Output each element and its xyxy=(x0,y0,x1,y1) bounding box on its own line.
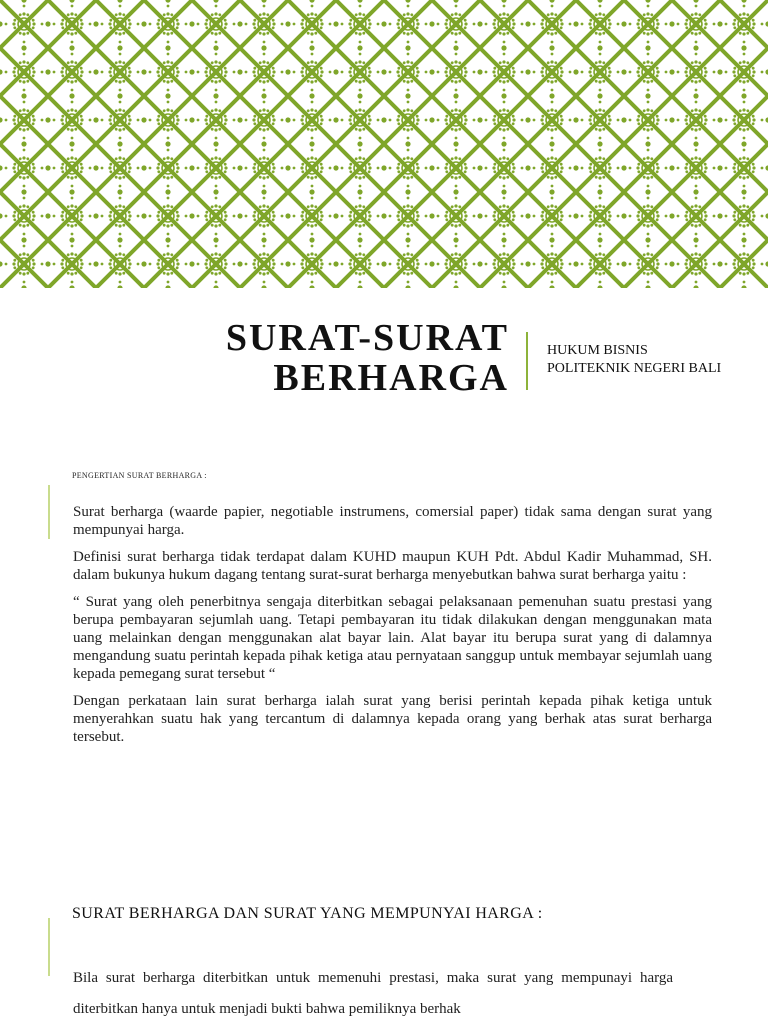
presentation-title xyxy=(226,318,509,398)
paragraph: Dengan perkataan lain surat berharga ialah surat yang berisi perintah kepada pihak ketiga untuk menyerahkan suatu hak yang tercantum di dalamnya kepada orang yang berhak atas surat berharga tersebut. xyxy=(73,693,712,745)
subtitle-line-2: POLITEKNIK NEGERI BALI xyxy=(547,361,722,376)
paragraph: Definisi surat berharga tidak terdapat dalam KUHD maupun KUH Pdt. Abdul Kadir Muhammad, SH. dalam bukunya hukum dagang tentang surat-surat berharga menyebutkan bahwa surat berharga yaitu : xyxy=(73,549,712,583)
geometric-pattern-image xyxy=(0,0,768,288)
accent-bar xyxy=(48,918,50,976)
section-2-heading: SURAT BERHARGA DAN SURAT YANG MEMPUNYAI HARGA : xyxy=(72,905,543,922)
title-line-2: BERHARGA xyxy=(273,357,509,399)
title-divider xyxy=(526,332,528,390)
paragraph: Surat berharga (waarde papier, negotiable instrumens, comersial paper) tidak sama dengan surat yang mempunyai harga. xyxy=(73,504,712,538)
presentation-subtitle xyxy=(547,342,721,378)
subtitle-line-1: HUKUM BISNIS xyxy=(547,343,648,358)
section-2-body xyxy=(73,963,673,1025)
decorative-pattern-banner xyxy=(0,0,768,288)
quote-paragraph: “ Surat yang oleh penerbitnya sengaja diterbitkan sebagai pelaksanaan pemenuhan suatu prestasi yang berupa pembayaran sejumlah uang. Tetapi pembayaran itu tidak dilakukan dengan menggunakan mata uang melainkan dengan menggunakan alat bayar lain. Alat bayar itu berupa surat yang di dalamnya mengandung suatu perintah kepada pihak ketiga atau pernyataan sanggup untuk membayar sejumlah uang kepada pemegang surat tersebut “ xyxy=(73,594,712,682)
section-label: PENGERTIAN SURAT BERHARGA : xyxy=(72,471,207,480)
title-line-1: SURAT-SURAT xyxy=(225,317,509,359)
paragraph: Bila surat berharga diterbitkan untuk memenuhi prestasi, maka surat yang mempunayi harga diterbitkan hanya untuk menjadi bukti bahwa pemiliknya berhak xyxy=(73,970,673,1017)
section-1-body xyxy=(73,503,712,755)
accent-bar xyxy=(48,485,50,539)
